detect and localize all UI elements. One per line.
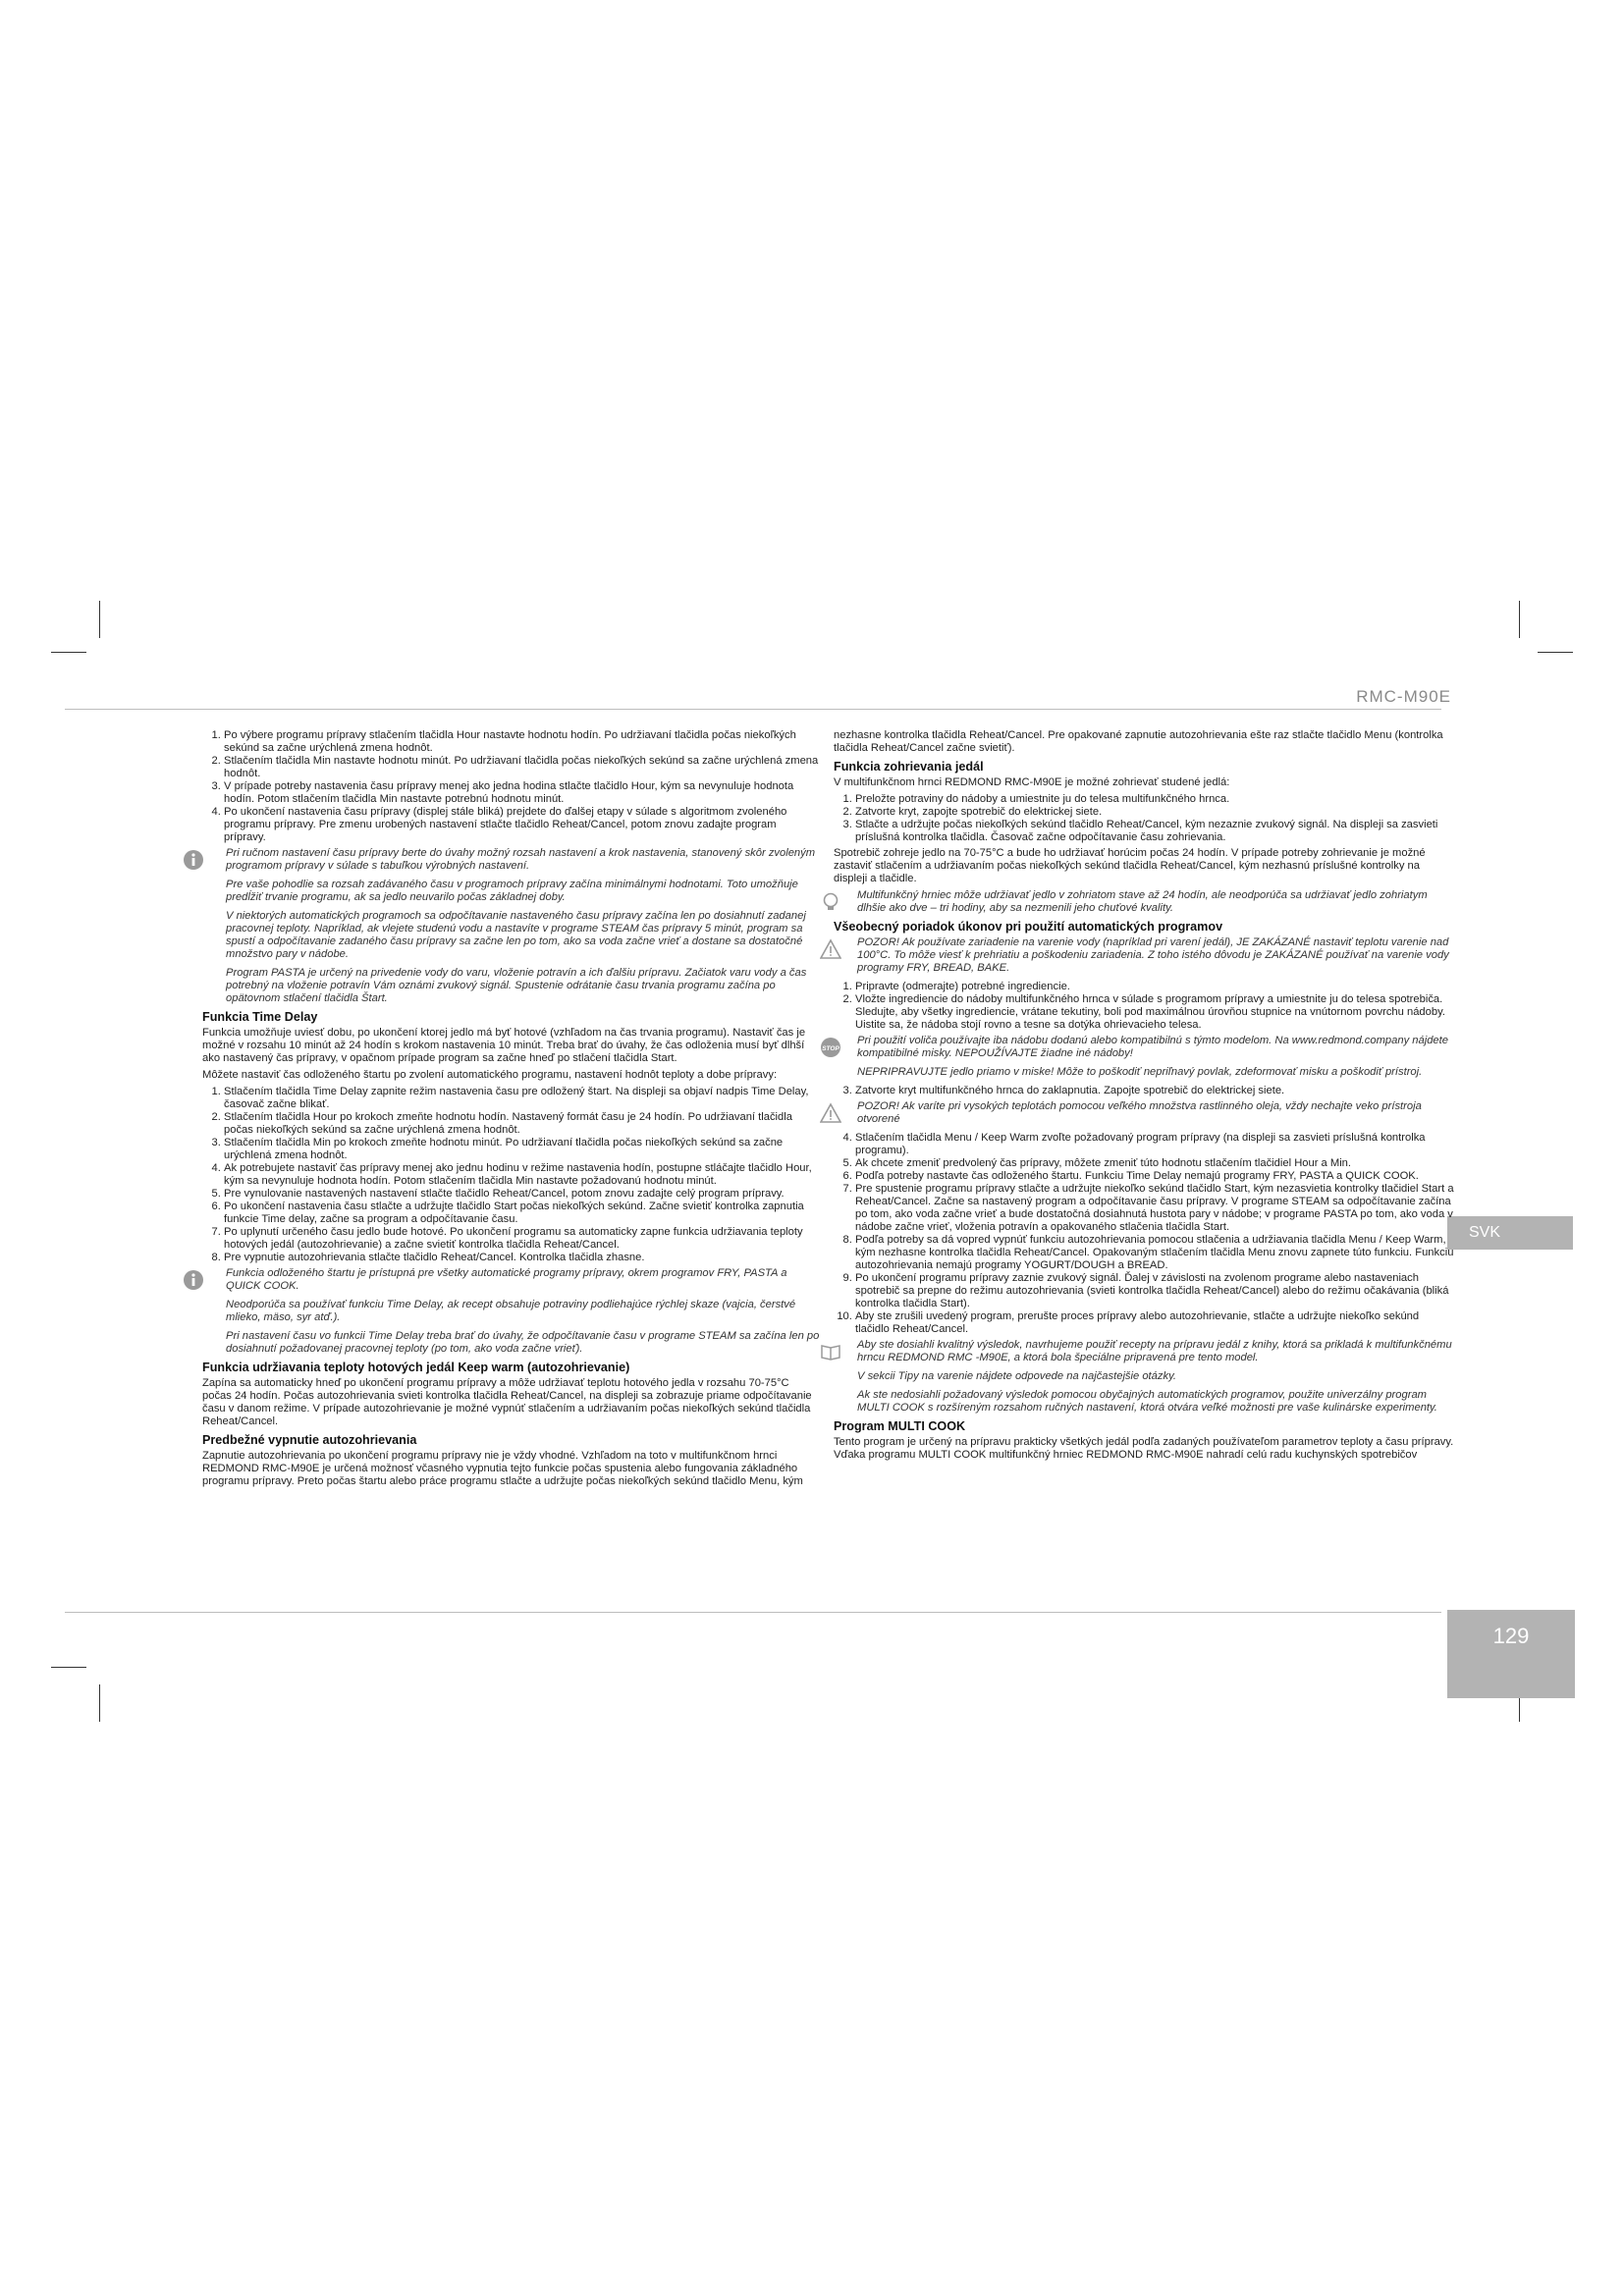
list-item: 4. Po ukončení nastavenia času prípravy (displej stále bliká) prejdete do ďalšej etapy v súlade s algoritmom zvoleného programu prípravy. Pre zmenu urobených nastavení stlačte tlačidlo Reheat/Cancel, potom znovu zadajte program prípravy. xyxy=(224,806,821,844)
list-item: 5. Pre vynulovanie nastavených nastavení stlačte tlačidlo Reheat/Cancel, potom znovu zadajte celý program prípravy. xyxy=(224,1188,821,1201)
list-item: 3. Stlačením tlačidla Min po krokoch zmeňte hodnotu minút. Po udržiavaní tlačidla počas niekoľkých sekúnd sa začne urýchlená zmena hodnôt. xyxy=(224,1137,821,1162)
list-item: 1. Stlačením tlačidla Time Delay zapnite režim nastavenia času pre odložený štart. Na displeji sa objaví nadpis Time Delay, časovač začne blikať. xyxy=(224,1086,821,1111)
list-item: 2. Stlačením tlačidla Hour po krokoch zmeňte hodnotu hodín. Nastavený formát času je 24 hodín. Po udržiavaní tlačidla počas niekoľkých sekúnd sa začne urýchlená zmena hodnôt. xyxy=(224,1111,821,1137)
section-heading: Všeobecný poriadok úkonov pri použití automatických programov xyxy=(834,920,1223,934)
footer-rule xyxy=(65,1612,1441,1613)
list-item: 4. Ak potrebujete nastaviť čas prípravy menej ako jednu hodinu v režime nastavenia hodín, postupne stláčajte tlačidlo Hour, kým sa nevynuluje hodnota hodín. Potom stlačením tlačidla Min nastavte požadovanú hodnotu minút. xyxy=(224,1162,821,1188)
note-text: Funkcia odloženého štartu je prístupná pre všetky automatické programy prípravy, okrem programov FRY, PASTA a QUICK COOK. xyxy=(226,1267,787,1292)
reheat-steps-list xyxy=(834,793,1454,844)
info-icon xyxy=(183,849,204,871)
left-column xyxy=(202,729,821,1492)
paragraph: V multifunkčnom hrnci REDMOND RMC-M90E je možné zohrievať studené jedlá: xyxy=(834,776,1230,788)
note-text: Pri ručnom nastavení času prípravy berte do úvahy možný rozsah nastavení a krok nastavenia, stanovený skôr zvoleným programom prípravy v súlade s tabuľkou výrobných nastavení. xyxy=(226,847,816,872)
note-text: Program PASTA je určený na privedenie vody do varu, vloženie potravín a ich ďalšiu prípravu. Začiatok varu vody a čas potrebný na vloženie potravín Vám oznámi zvukový signál. Spustenie odrátanie času trvania programu začína po opätovnom stlačení tlačidla Štart. xyxy=(226,967,807,1004)
list-item: 6. Po ukončení nastavenia času stlačte a udržujte tlačidlo Start počas niekoľkých sekúnd. Začne svietiť kontrolka zapnutia funkcie Time delay, začne sa program a odpočítavanie času. xyxy=(224,1201,821,1226)
info-note xyxy=(202,847,821,1005)
crop-mark xyxy=(51,652,86,653)
note-text: Neodporúča sa používať funkciu Time Delay, ak recept obsahuje potraviny podliehajúce rýchlej skaze (vajcia, čerstvé mlieko, mäso, syr atď.). xyxy=(226,1299,796,1323)
list-item: 4. Stlačením tlačidla Menu / Keep Warm zvoľte požadovaný program prípravy (na displeji sa zasvieti príslušná kontrolka programu). xyxy=(855,1132,1454,1157)
list-item: 1. Pripravte (odmerajte) potrebné ingrediencie. xyxy=(855,981,1454,993)
note-text: POZOR! Ak varíte pri vysokých teplotách pomocou veľkého množstva rastlinného oleja, vždy nechajte veko prístroja otvorené xyxy=(857,1100,1422,1125)
note-text: Pri nastavení času vo funkcii Time Delay treba brať do úvahy, že odpočítavanie času v programe STEAM sa začína len po dosiahnutí požadovanej pracovnej teploty (po tom, ako voda začne vrieť). xyxy=(226,1330,820,1355)
section-heading: Funkcia zohrievania jedál xyxy=(834,760,984,774)
note-text: NEPRIPRAVUJTE jedlo priamo v miske! Môže to poškodiť nepriľnavý povlak, zdeformovať misku a poškodiť prístroj. xyxy=(857,1066,1423,1078)
list-item: 7. Pre spustenie programu prípravy stlačte a udržujte niekoľko sekúnd tlačidlo Start, kým nezasvietia kontrolky tlačidiel Start a Reheat/Cancel. Začne sa nastavený program a odpočítavanie času prípravy. V programe STEAM sa odpočítavanie začína po tom, ako voda začne vrieť a bude dostatočná dosiahnutá hustota pary v nádobe; v programe PASTA po tom, ako voda v nádobe začne vrieť, vloženia potravín a opakovaného stlačenia tlačidla Start. xyxy=(855,1183,1454,1234)
section-heading: Predbežné vypnutie autozohrievania xyxy=(202,1433,417,1447)
paragraph: Zapnutie autozohrievania po ukončení programu prípravy nie je vždy vhodné. Vzhľadom na toto v multifunkčnom hrnci REDMOND RMC-M90E je určená možnosť včasného vypnutia tejto funkcie počas spustenia alebo fungovania základného programu prípravy. Preto počas štartu alebo práce programu stlačte a udržujte počas niekoľkých sekúnd tlačidlo Menu, kým xyxy=(202,1450,803,1487)
warning-icon xyxy=(820,1102,841,1124)
crop-mark xyxy=(1519,601,1520,638)
list-item: 3. Stlačte a udržujte počas niekoľkých sekúnd tlačidlo Reheat/Cancel, kým nezaznie zvukový signál. Na displeji sa zasvieti príslušná kontrolka tlačidla. Časovač začne odpočítavanie času zohrievania. xyxy=(855,819,1454,844)
paragraph: Zapína sa automaticky hneď po ukončení programu prípravy a môže udržiavať teplotu hotového jedla v rozsahu 70-75°C počas 24 hodín. Počas autozohrievania svieti kontrolka tlačidla Reheat/Cancel, na displeji sa zobrazuje priame odpočítavanie času v danom režime. V prípade autozohrievanie je možné vypnúť stlačením a udržiavaním počas niekoľkých sekúnd tlačidla Reheat/Cancel. xyxy=(202,1377,812,1427)
note-text: Pre vaše pohodlie sa rozsah zadávaného času v programoch prípravy začína minimálnymi hodnotami. Toto umožňuje predĺžiť trvanie programu, ak sa jedlo neuvarilo počas základnej doby. xyxy=(226,879,798,903)
setting-steps-list xyxy=(202,729,821,844)
note-text: Pri použití voliča používajte iba nádobu dodanú alebo kompatibilnú s týmto modelom. Na www.redmond.company nájdete kompatibilné misky. NEPOUŽÍVAJTE žiadne iné nádoby! xyxy=(857,1035,1448,1059)
stop-icon xyxy=(820,1037,841,1058)
crop-mark xyxy=(1538,652,1573,653)
paragraph: Môžete nastaviť čas odloženého štartu po zvolení automatického programu, nastavení hodnôt teploty a dobe prípravy: xyxy=(202,1069,778,1081)
list-item: 7. Po uplynutí určeného času jedlo bude hotové. Po ukončení programu sa automaticky zapne funkcia udržiavania teploty hotových jedál (autozohrievanie) a začne svietiť kontrolka tlačidla Reheat/Cancel. xyxy=(224,1226,821,1252)
list-item: 1. Preložte potraviny do nádoby a umiestnite ju do telesa multifunkčného hrnca. xyxy=(855,793,1454,806)
note-text: Multifunkčný hrniec môže udržiavať jedlo v zohriatom stave až 24 hodín, ale neodporúča sa udržiavať jedlo zohriatym dlhšie ako dve – tri hodiny, aby sa nezmenili jeho chuťové kvality. xyxy=(857,889,1428,914)
model-name: RMC-M90E xyxy=(1356,687,1451,706)
info-icon xyxy=(183,1269,204,1291)
warning-note xyxy=(834,936,1454,975)
tip-note xyxy=(834,889,1454,915)
list-item: 2. Zatvorte kryt, zapojte spotrebič do elektrickej siete. xyxy=(855,806,1454,819)
section-heading: Funkcia udržiavania teploty hotových jedál Keep warm (autozohrievanie) xyxy=(202,1361,630,1374)
note-text: Ak ste nedosiahli požadovaný výsledok pomocou obyčajných automatických programov, použite univerzálny program MULTI COOK s rozšíreným rozsahom ručných nastavení, ktorá otvára veľké možnosti pre vaše kulinárske experimenty. xyxy=(857,1389,1437,1414)
list-item: 9. Po ukončení programu prípravy zaznie zvukový signál. Ďalej v závislosti na zvolenom programe alebo nastaveniach spotrebič sa prepne do režimu autozohrievania (svieti kontrolka tlačidla Reheat/Cancel) alebo do režimu očakávania (bliká kontrolka tlačidla Start). xyxy=(855,1272,1454,1310)
info-note xyxy=(202,1267,821,1356)
right-column xyxy=(822,729,1454,1466)
header-rule xyxy=(65,709,1441,710)
svg-text:STOP: STOP xyxy=(822,1045,839,1052)
list-item: 1. Po výbere programu prípravy stlačením tlačidla Hour nastavte hodnotu hodín. Po udržiavaní tlačidla počas niekoľkých sekúnd sa začne urýchlená zmena hodnôt. xyxy=(224,729,821,755)
list-item: 6. Podľa potreby nastavte čas odloženého štartu. Funkciu Time Delay nemajú programy FRY, PASTA a QUICK COOK. xyxy=(855,1170,1454,1183)
page-number-box xyxy=(1447,1610,1575,1698)
lightbulb-icon xyxy=(820,891,841,913)
crop-mark xyxy=(99,1684,100,1722)
list-item: 3. Zatvorte kryt multifunkčného hrnca do zaklapnutia. Zapojte spotrebič do elektrickej siete. xyxy=(855,1085,1454,1097)
time-delay-steps-list xyxy=(202,1086,821,1264)
paragraph: Funkcia umožňuje uviesť dobu, po ukončení ktorej jedlo má byť hotové (vzhľadom na čas trvania programu). Nastaviť čas je možné v rozsahu 10 minút až 24 hodín s krokom nastavenia 10 minút. Treba brať do úvahy, že čas odloženia musí byť dlhší ako nastavený čas prípravy, v opačnom prípade program sa začne hneď po stlačení tlačidla Start. xyxy=(202,1027,806,1064)
section-heading: Funkcia Time Delay xyxy=(202,1010,318,1024)
general-steps-list xyxy=(834,981,1454,1032)
note-text: POZOR! Ak používate zariadenie na varenie vody (napríklad pri varení jedál), JE ZAKÁZANÉ nastaviť teplotu varenie nad 100°C. To môže viesť k prehriatiu a poškodeniu zariadenia. Z toho istého dôvodu je ZAKÁZANÉ používať na varenie vody programy FRY, BREAD, BAKE. xyxy=(857,936,1449,974)
list-item: 5. Ak chcete zmeniť predvolený čas prípravy, môžete zmeniť túto hodnotu stlačením tlačidiel Hour a Min. xyxy=(855,1157,1454,1170)
list-item: 8. Pre vypnutie autozohrievania stlačte tlačidlo Reheat/Cancel. Kontrolka tlačidla zhasne. xyxy=(224,1252,821,1264)
general-steps-list xyxy=(834,1132,1454,1336)
language-tab xyxy=(1447,1216,1573,1250)
list-item: 2. Stlačením tlačidla Min nastavte hodnotu minút. Po udržiavaní tlačidla počas niekoľkých sekúnd sa začne urýchlená zmena hodnôt. xyxy=(224,755,821,780)
language-tab-label: SVK xyxy=(1469,1224,1501,1241)
warning-note xyxy=(834,1100,1454,1126)
paragraph: Tento program je určený na prípravu prakticky všetkých jedál podľa zadaných používateľom parametrov teploty a času prípravy. Vďaka programu MULTI COOK multifunkčný hrniec REDMOND RMC-M90E nahradí celú radu kuchynských spotrebičov xyxy=(834,1436,1454,1461)
stop-note xyxy=(822,1035,1454,1079)
page-number: 129 xyxy=(1492,1624,1530,1648)
book-icon xyxy=(820,1341,841,1362)
list-item: 3. V prípade potreby nastavenia času prípravy menej ako jedna hodina stlačte tlačidlo Hour, kým sa nevynuluje hodnota hodín. Potom stlačením tlačidla Min nastavte potrebnú hodnotu minút. xyxy=(224,780,821,806)
note-text: V niektorých automatických programoch sa odpočítavanie nastaveného času prípravy začína len po dosiahnutí zadanej pracovnej teploty. Napríklad, ak vlejete studenú vodu a nastavíte v programe STEAM čas prípravy 5 minút, program sa spustí a odpočítavanie zadaného času prípravy sa začne len po tom, ako sa voda začne vrieť a dostane sa dostatočné množstvo pary v nádobe. xyxy=(226,910,806,960)
note-text: Aby ste dosiahli kvalitný výsledok, navrhujeme použiť recepty na prípravu jedál z knihy, ktorá sa prikladá k multifunkčnému hrncu REDMOND RMC -M90E, a ktorá bola špeciálne pripravená pre tento model. xyxy=(857,1339,1452,1363)
warning-icon xyxy=(820,938,841,960)
general-steps-list xyxy=(834,1085,1454,1097)
book-note xyxy=(834,1339,1454,1415)
paragraph: Spotrebič zohreje jedlo na 70-75°C a bude ho udržiavať horúcim počas 24 hodín. V prípade potreby zohrievanie je možné zastaviť stlačením a udržiavaním počas niekoľkých sekúnd tlačidla Reheat/Cancel, kým nezhasnú príslušné kontrolky na displeji a tlačidle. xyxy=(834,847,1426,884)
paragraph: nezhasne kontrolka tlačidla Reheat/Cancel. Pre opakované zapnutie autozohrievania ešte raz stlačte tlačidlo Menu (kontrolka tlačidla Reheat/Cancel začne svietiť). xyxy=(834,729,1443,754)
list-item: 2. Vložte ingrediencie do nádoby multifunkčného hrnca v súlade s programom prípravy a umiestnite ju do telesa spotrebiča. Sledujte, aby všetky ingrediencie, vrátane tekutiny, boli pod maximálnou úrovňou stupnice na vnútornom povrchu nádoby. Uistite sa, že nádoba stojí rovno a tesne sa dotýka ohrievacieho telesa. xyxy=(855,993,1454,1032)
list-item: 10. Aby ste zrušili uvedený program, prerušte proces prípravy alebo autozohrievanie, stlačte a udržujte niekoľko sekúnd tlačidlo Reheat/Cancel. xyxy=(855,1310,1454,1336)
note-text: V sekcii Tipy na varenie nájdete odpovede na najčastejšie otázky. xyxy=(857,1370,1176,1382)
list-item: 8. Podľa potreby sa dá vopred vypnúť funkciu autozohrievania pomocou stlačenia a udržiavania tlačidla Menu / Keep Warm, kým nezhasne kontrolka tlačidla Reheat/Cancel. Opakovaným stlačením tlačidla Menu znovu zapnete túto funkciu. Funkciu autozohrievania nemajú programy YOGURT/DOUGH a BREAD. xyxy=(855,1234,1454,1272)
crop-mark xyxy=(99,601,100,638)
crop-mark xyxy=(51,1667,86,1668)
section-heading: Program MULTI COOK xyxy=(834,1419,966,1433)
